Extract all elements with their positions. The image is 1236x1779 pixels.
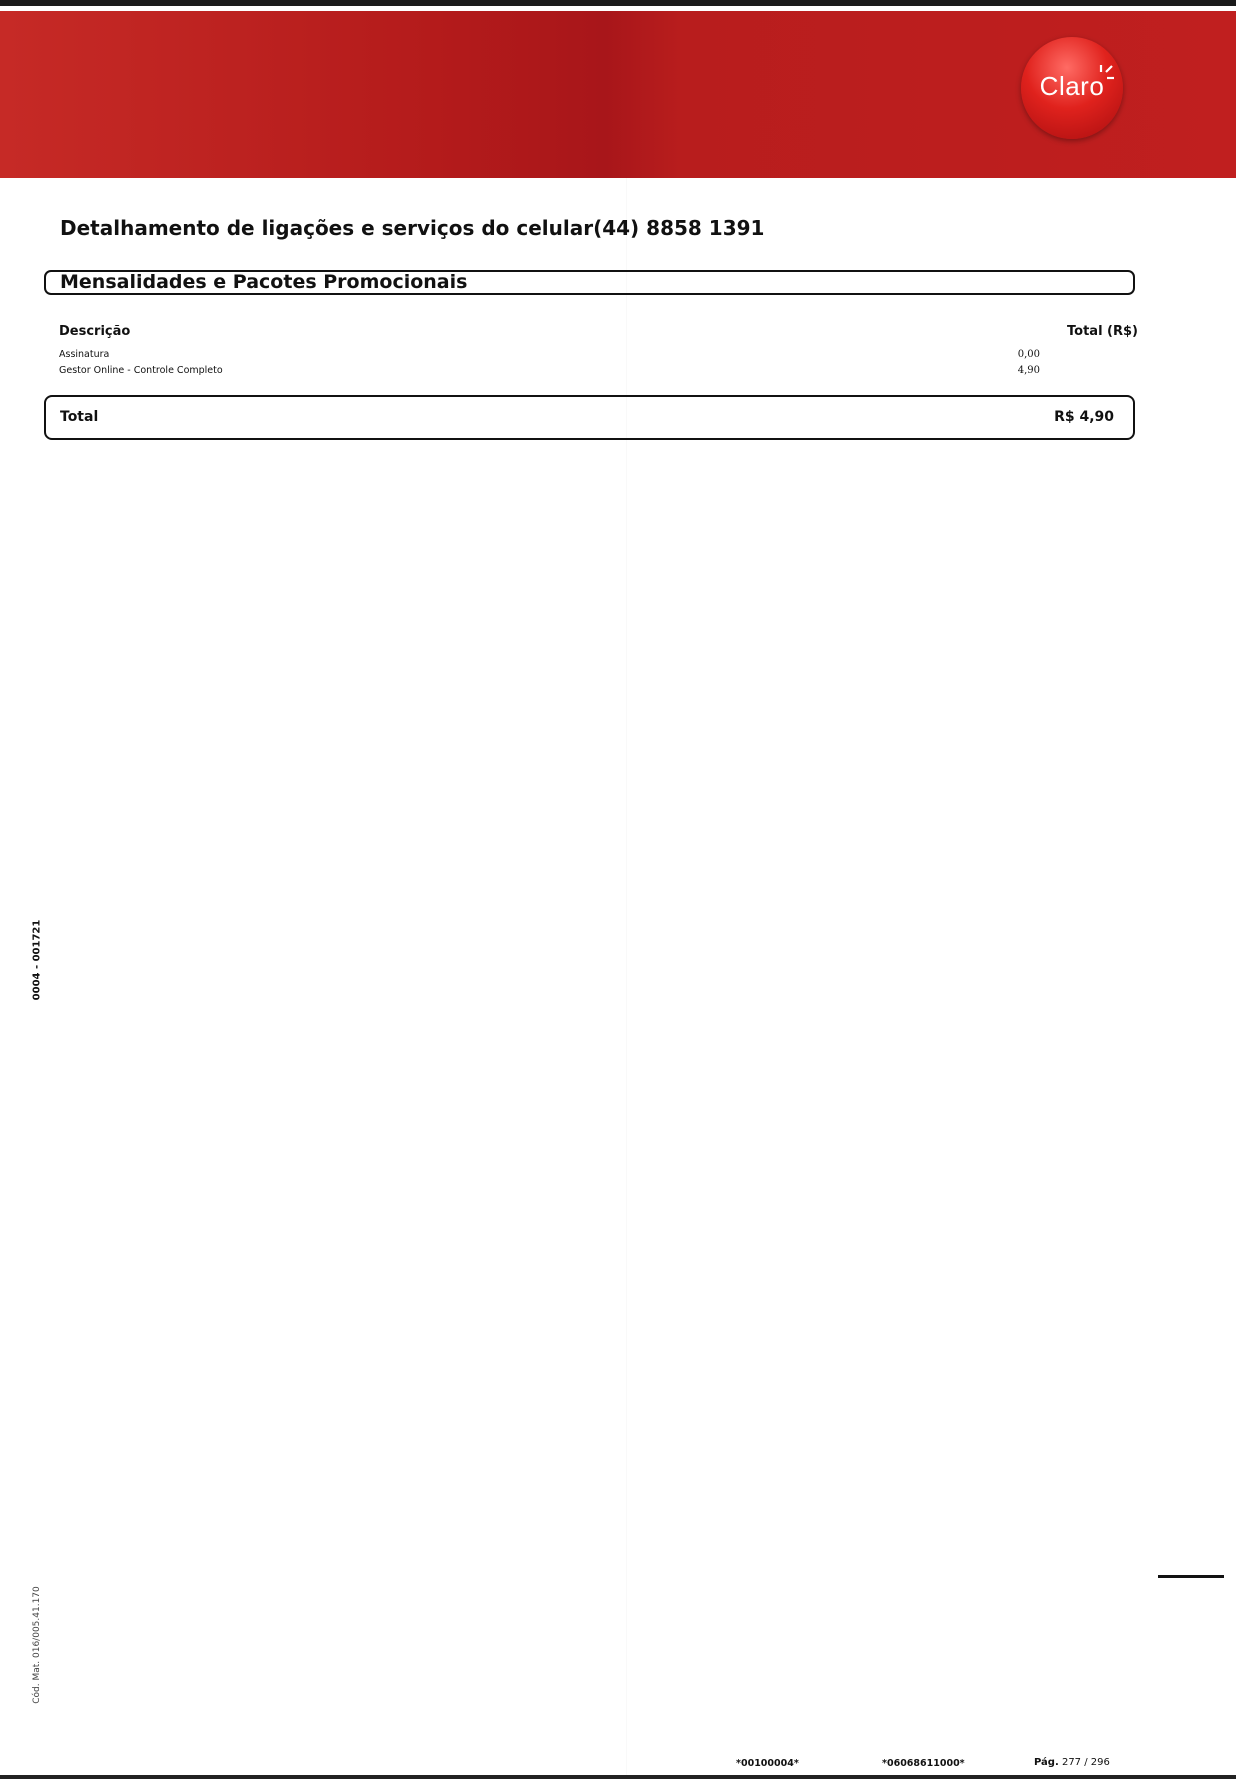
- row-description: Assinatura: [59, 349, 110, 360]
- claro-logo: [1021, 37, 1123, 139]
- material-code: Cód. Mat. 016/005.41.170: [32, 1586, 42, 1704]
- row-value: 4,90: [1017, 365, 1040, 376]
- page-number: [1034, 1757, 1110, 1768]
- total-value: R$ 4,90: [1054, 409, 1114, 425]
- table-row: [59, 349, 1138, 363]
- row-description: Gestor Online - Controle Completo: [59, 365, 223, 376]
- total-box: [44, 395, 1135, 440]
- column-header-description: Descrição: [59, 324, 131, 339]
- side-code: 0004 - 001721: [31, 919, 43, 1001]
- section-underline: [60, 293, 480, 295]
- page-label: Pág.: [1034, 1757, 1059, 1768]
- total-label: Total: [60, 409, 99, 425]
- logo-rays-icon: [1095, 63, 1115, 93]
- table-row: [59, 365, 1138, 379]
- bottom-rule: [0, 1775, 1236, 1779]
- side-mark: [1158, 1575, 1224, 1578]
- top-rule: [0, 0, 1236, 6]
- footer-code-2: *06068611000*: [882, 1758, 965, 1769]
- section-title: Mensalidades e Pacotes Promocionais: [60, 271, 468, 293]
- logo-text: Claro: [1039, 71, 1105, 101]
- row-value: 0,00: [1017, 349, 1040, 360]
- page-value: 277 / 296: [1061, 1757, 1110, 1768]
- column-header-total: Total (R$): [1067, 324, 1138, 339]
- footer-code-1: *00100004*: [736, 1758, 799, 1769]
- page-title: Detalhamento de ligações e serviços do celular(44) 8858 1391: [60, 216, 765, 240]
- section-header: [44, 270, 1135, 295]
